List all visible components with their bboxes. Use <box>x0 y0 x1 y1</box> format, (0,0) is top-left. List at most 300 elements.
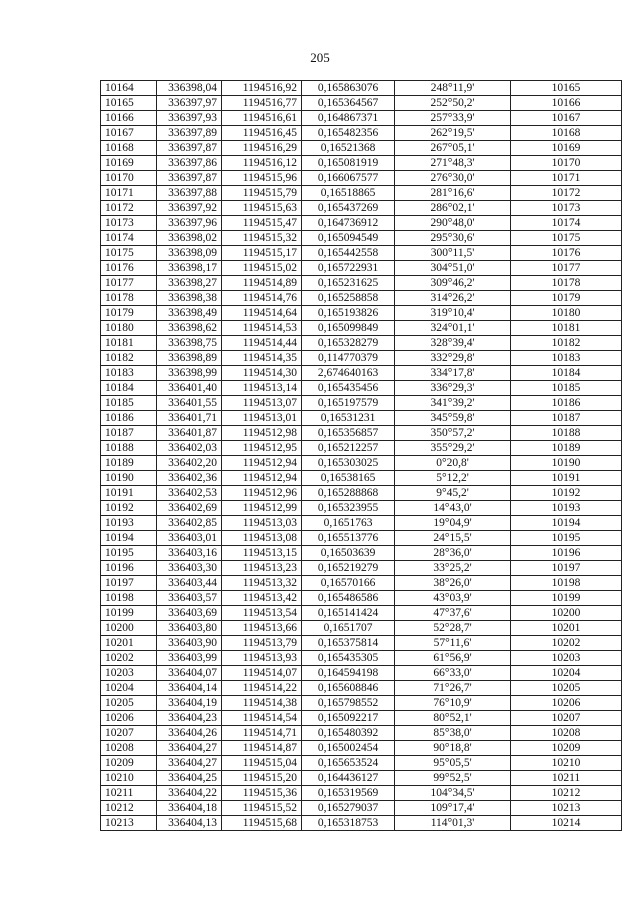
table-row <box>101 186 622 201</box>
y-coordinate-cell: 1194513,15 <box>222 546 302 561</box>
bearing-cell: 5°12,2' <box>395 471 511 486</box>
table-row <box>101 456 622 471</box>
table-row <box>101 606 622 621</box>
distance-cell: 0,165141424 <box>302 606 395 621</box>
table-row <box>101 216 622 231</box>
table-row <box>101 771 622 786</box>
point-from-cell: 10178 <box>101 291 157 306</box>
distance-cell: 0,165193826 <box>302 306 395 321</box>
x-coordinate-cell: 336404,27 <box>157 741 222 756</box>
distance-cell: 0,165442558 <box>302 246 395 261</box>
distance-cell: 0,165323955 <box>302 501 395 516</box>
point-from-cell: 10187 <box>101 426 157 441</box>
y-coordinate-cell: 1194515,96 <box>222 171 302 186</box>
y-coordinate-cell: 1194513,42 <box>222 591 302 606</box>
point-to-cell: 10213 <box>511 801 622 816</box>
x-coordinate-cell: 336398,49 <box>157 306 222 321</box>
table-row <box>101 636 622 651</box>
distance-cell: 0,165435456 <box>302 381 395 396</box>
bearing-cell: 324°01,1' <box>395 321 511 336</box>
y-coordinate-cell: 1194514,76 <box>222 291 302 306</box>
x-coordinate-cell: 336404,13 <box>157 816 222 831</box>
distance-cell: 0,164867371 <box>302 111 395 126</box>
distance-cell: 2,674640163 <box>302 366 395 381</box>
bearing-cell: 314°26,2' <box>395 291 511 306</box>
distance-cell: 0,164736912 <box>302 216 395 231</box>
point-from-cell: 10204 <box>101 681 157 696</box>
table-row <box>101 591 622 606</box>
point-from-cell: 10213 <box>101 816 157 831</box>
bearing-cell: 355°29,2' <box>395 441 511 456</box>
y-coordinate-cell: 1194515,17 <box>222 246 302 261</box>
table-row <box>101 756 622 771</box>
point-to-cell: 10211 <box>511 771 622 786</box>
point-from-cell: 10166 <box>101 111 157 126</box>
point-to-cell: 10182 <box>511 336 622 351</box>
point-to-cell: 10166 <box>511 96 622 111</box>
point-to-cell: 10192 <box>511 486 622 501</box>
point-to-cell: 10203 <box>511 651 622 666</box>
bearing-cell: 52°28,7' <box>395 621 511 636</box>
y-coordinate-cell: 1194513,54 <box>222 606 302 621</box>
point-from-cell: 10203 <box>101 666 157 681</box>
point-to-cell: 10165 <box>511 81 622 96</box>
point-from-cell: 10189 <box>101 456 157 471</box>
y-coordinate-cell: 1194514,35 <box>222 351 302 366</box>
table-row <box>101 291 622 306</box>
distance-cell: 0,165356857 <box>302 426 395 441</box>
table-row <box>101 156 622 171</box>
bearing-cell: 341°39,2' <box>395 396 511 411</box>
bearing-cell: 300°11,5' <box>395 246 511 261</box>
point-from-cell: 10194 <box>101 531 157 546</box>
distance-cell: 0,165375814 <box>302 636 395 651</box>
x-coordinate-cell: 336398,02 <box>157 231 222 246</box>
y-coordinate-cell: 1194514,87 <box>222 741 302 756</box>
point-to-cell: 10201 <box>511 621 622 636</box>
point-to-cell: 10173 <box>511 201 622 216</box>
table-row <box>101 321 622 336</box>
bearing-cell: 76°10,9' <box>395 696 511 711</box>
table-row <box>101 171 622 186</box>
y-coordinate-cell: 1194516,29 <box>222 141 302 156</box>
x-coordinate-cell: 336402,20 <box>157 456 222 471</box>
bearing-cell: 295°30,6' <box>395 231 511 246</box>
point-to-cell: 10169 <box>511 141 622 156</box>
table-row <box>101 696 622 711</box>
point-from-cell: 10191 <box>101 486 157 501</box>
distance-cell: 0,165318753 <box>302 816 395 831</box>
point-from-cell: 10164 <box>101 81 157 96</box>
distance-cell: 0,1651707 <box>302 621 395 636</box>
bearing-cell: 248°11,9' <box>395 81 511 96</box>
bearing-cell: 350°57,2' <box>395 426 511 441</box>
x-coordinate-cell: 336402,53 <box>157 486 222 501</box>
distance-cell: 0,165513776 <box>302 531 395 546</box>
distance-cell: 0,165798552 <box>302 696 395 711</box>
point-to-cell: 10212 <box>511 786 622 801</box>
x-coordinate-cell: 336402,03 <box>157 441 222 456</box>
table-row <box>101 126 622 141</box>
point-from-cell: 10174 <box>101 231 157 246</box>
point-from-cell: 10181 <box>101 336 157 351</box>
point-to-cell: 10208 <box>511 726 622 741</box>
y-coordinate-cell: 1194512,94 <box>222 471 302 486</box>
table-row <box>101 276 622 291</box>
bearing-cell: 332°29,8' <box>395 351 511 366</box>
point-from-cell: 10212 <box>101 801 157 816</box>
point-from-cell: 10172 <box>101 201 157 216</box>
x-coordinate-cell: 336397,97 <box>157 96 222 111</box>
y-coordinate-cell: 1194516,45 <box>222 126 302 141</box>
point-from-cell: 10190 <box>101 471 157 486</box>
x-coordinate-cell: 336401,40 <box>157 381 222 396</box>
table-row <box>101 786 622 801</box>
bearing-cell: 24°15,5' <box>395 531 511 546</box>
x-coordinate-cell: 336398,17 <box>157 261 222 276</box>
point-to-cell: 10194 <box>511 516 622 531</box>
x-coordinate-cell: 336397,96 <box>157 216 222 231</box>
point-to-cell: 10214 <box>511 816 622 831</box>
distance-cell: 0,16521368 <box>302 141 395 156</box>
distance-cell: 0,165863076 <box>302 81 395 96</box>
x-coordinate-cell: 336398,62 <box>157 321 222 336</box>
distance-cell: 0,165002454 <box>302 741 395 756</box>
distance-cell: 0,165303025 <box>302 456 395 471</box>
y-coordinate-cell: 1194516,77 <box>222 96 302 111</box>
point-to-cell: 10200 <box>511 606 622 621</box>
point-from-cell: 10180 <box>101 321 157 336</box>
table-row <box>101 471 622 486</box>
table-row <box>101 306 622 321</box>
bearing-cell: 14°43,0' <box>395 501 511 516</box>
y-coordinate-cell: 1194513,23 <box>222 561 302 576</box>
table-row <box>101 441 622 456</box>
distance-cell: 0,165081919 <box>302 156 395 171</box>
point-to-cell: 10167 <box>511 111 622 126</box>
bearing-cell: 271°48,3' <box>395 156 511 171</box>
distance-cell: 0,165608846 <box>302 681 395 696</box>
point-to-cell: 10190 <box>511 456 622 471</box>
table-row <box>101 96 622 111</box>
table-row <box>101 231 622 246</box>
y-coordinate-cell: 1194513,66 <box>222 621 302 636</box>
y-coordinate-cell: 1194512,94 <box>222 456 302 471</box>
table-row <box>101 801 622 816</box>
y-coordinate-cell: 1194514,89 <box>222 276 302 291</box>
x-coordinate-cell: 336403,16 <box>157 546 222 561</box>
table-row <box>101 396 622 411</box>
point-from-cell: 10209 <box>101 756 157 771</box>
distance-cell: 0,165437269 <box>302 201 395 216</box>
x-coordinate-cell: 336403,01 <box>157 531 222 546</box>
point-to-cell: 10178 <box>511 276 622 291</box>
point-from-cell: 10201 <box>101 636 157 651</box>
point-to-cell: 10206 <box>511 696 622 711</box>
y-coordinate-cell: 1194516,92 <box>222 81 302 96</box>
point-from-cell: 10179 <box>101 306 157 321</box>
y-coordinate-cell: 1194516,61 <box>222 111 302 126</box>
bearing-cell: 33°25,2' <box>395 561 511 576</box>
point-from-cell: 10186 <box>101 411 157 426</box>
point-from-cell: 10183 <box>101 366 157 381</box>
distance-cell: 0,16503639 <box>302 546 395 561</box>
y-coordinate-cell: 1194513,32 <box>222 576 302 591</box>
bearing-cell: 85°38,0' <box>395 726 511 741</box>
y-coordinate-cell: 1194512,98 <box>222 426 302 441</box>
point-to-cell: 10199 <box>511 591 622 606</box>
point-from-cell: 10205 <box>101 696 157 711</box>
bearing-cell: 43°03,9' <box>395 591 511 606</box>
x-coordinate-cell: 336397,93 <box>157 111 222 126</box>
bearing-cell: 267°05,1' <box>395 141 511 156</box>
y-coordinate-cell: 1194513,03 <box>222 516 302 531</box>
x-coordinate-cell: 336397,86 <box>157 156 222 171</box>
x-coordinate-cell: 336398,04 <box>157 81 222 96</box>
table-row <box>101 111 622 126</box>
y-coordinate-cell: 1194515,79 <box>222 186 302 201</box>
y-coordinate-cell: 1194513,01 <box>222 411 302 426</box>
point-from-cell: 10197 <box>101 576 157 591</box>
point-to-cell: 10209 <box>511 741 622 756</box>
y-coordinate-cell: 1194512,99 <box>222 501 302 516</box>
table-row <box>101 486 622 501</box>
point-from-cell: 10210 <box>101 771 157 786</box>
x-coordinate-cell: 336401,71 <box>157 411 222 426</box>
bearing-cell: 304°51,0' <box>395 261 511 276</box>
bearing-cell: 19°04,9' <box>395 516 511 531</box>
point-from-cell: 10207 <box>101 726 157 741</box>
table-row <box>101 741 622 756</box>
y-coordinate-cell: 1194515,32 <box>222 231 302 246</box>
x-coordinate-cell: 336401,55 <box>157 396 222 411</box>
x-coordinate-cell: 336404,26 <box>157 726 222 741</box>
point-to-cell: 10191 <box>511 471 622 486</box>
x-coordinate-cell: 336401,87 <box>157 426 222 441</box>
x-coordinate-cell: 336397,87 <box>157 141 222 156</box>
y-coordinate-cell: 1194515,68 <box>222 816 302 831</box>
distance-cell: 0,164594198 <box>302 666 395 681</box>
point-from-cell: 10173 <box>101 216 157 231</box>
table-row <box>101 546 622 561</box>
point-from-cell: 10176 <box>101 261 157 276</box>
y-coordinate-cell: 1194513,08 <box>222 531 302 546</box>
distance-cell: 0,165319569 <box>302 786 395 801</box>
distance-cell: 0,165219279 <box>302 561 395 576</box>
table-row <box>101 651 622 666</box>
distance-cell: 0,16531231 <box>302 411 395 426</box>
distance-cell: 0,165197579 <box>302 396 395 411</box>
x-coordinate-cell: 336397,89 <box>157 126 222 141</box>
distance-cell: 0,165364567 <box>302 96 395 111</box>
bearing-cell: 95°05,5' <box>395 756 511 771</box>
distance-cell: 0,165653524 <box>302 756 395 771</box>
point-from-cell: 10165 <box>101 96 157 111</box>
distance-cell: 0,165094549 <box>302 231 395 246</box>
point-from-cell: 10171 <box>101 186 157 201</box>
y-coordinate-cell: 1194514,71 <box>222 726 302 741</box>
x-coordinate-cell: 336404,19 <box>157 696 222 711</box>
bearing-cell: 328°39,4' <box>395 336 511 351</box>
x-coordinate-cell: 336398,99 <box>157 366 222 381</box>
table-row <box>101 501 622 516</box>
distance-cell: 0,165231625 <box>302 276 395 291</box>
x-coordinate-cell: 336402,69 <box>157 501 222 516</box>
point-from-cell: 10202 <box>101 651 157 666</box>
y-coordinate-cell: 1194512,95 <box>222 441 302 456</box>
point-from-cell: 10188 <box>101 441 157 456</box>
point-from-cell: 10198 <box>101 591 157 606</box>
y-coordinate-cell: 1194516,12 <box>222 156 302 171</box>
point-to-cell: 10168 <box>511 126 622 141</box>
point-to-cell: 10197 <box>511 561 622 576</box>
bearing-cell: 57°11,6' <box>395 636 511 651</box>
x-coordinate-cell: 336398,38 <box>157 291 222 306</box>
coordinates-table <box>100 80 622 831</box>
point-to-cell: 10210 <box>511 756 622 771</box>
distance-cell: 0,165258858 <box>302 291 395 306</box>
point-from-cell: 10208 <box>101 741 157 756</box>
table-row <box>101 246 622 261</box>
point-to-cell: 10183 <box>511 351 622 366</box>
y-coordinate-cell: 1194512,96 <box>222 486 302 501</box>
y-coordinate-cell: 1194515,04 <box>222 756 302 771</box>
y-coordinate-cell: 1194514,22 <box>222 681 302 696</box>
page-number: 205 <box>310 50 330 65</box>
x-coordinate-cell: 336404,18 <box>157 801 222 816</box>
point-to-cell: 10198 <box>511 576 622 591</box>
distance-cell: 0,16518865 <box>302 186 395 201</box>
point-to-cell: 10189 <box>511 441 622 456</box>
bearing-cell: 28°36,0' <box>395 546 511 561</box>
distance-cell: 0,165480392 <box>302 726 395 741</box>
point-to-cell: 10204 <box>511 666 622 681</box>
bearing-cell: 309°46,2' <box>395 276 511 291</box>
point-to-cell: 10175 <box>511 231 622 246</box>
table-row <box>101 141 622 156</box>
y-coordinate-cell: 1194514,38 <box>222 696 302 711</box>
distance-cell: 0,114770379 <box>302 351 395 366</box>
bearing-cell: 80°52,1' <box>395 711 511 726</box>
bearing-cell: 38°26,0' <box>395 576 511 591</box>
table-row <box>101 531 622 546</box>
table-row <box>101 351 622 366</box>
table-row <box>101 726 622 741</box>
distance-cell: 0,165279037 <box>302 801 395 816</box>
bearing-cell: 276°30,0' <box>395 171 511 186</box>
x-coordinate-cell: 336403,80 <box>157 621 222 636</box>
bearing-cell: 319°10,4' <box>395 306 511 321</box>
x-coordinate-cell: 336398,89 <box>157 351 222 366</box>
point-from-cell: 10184 <box>101 381 157 396</box>
distance-cell: 0,165212257 <box>302 441 395 456</box>
y-coordinate-cell: 1194515,02 <box>222 261 302 276</box>
y-coordinate-cell: 1194513,07 <box>222 396 302 411</box>
distance-cell: 0,1651763 <box>302 516 395 531</box>
bearing-cell: 71°26,7' <box>395 681 511 696</box>
bearing-cell: 281°16,6' <box>395 186 511 201</box>
y-coordinate-cell: 1194513,14 <box>222 381 302 396</box>
point-from-cell: 10200 <box>101 621 157 636</box>
x-coordinate-cell: 336404,22 <box>157 786 222 801</box>
y-coordinate-cell: 1194514,53 <box>222 321 302 336</box>
point-from-cell: 10195 <box>101 546 157 561</box>
y-coordinate-cell: 1194514,54 <box>222 711 302 726</box>
point-to-cell: 10205 <box>511 681 622 696</box>
y-coordinate-cell: 1194515,52 <box>222 801 302 816</box>
point-to-cell: 10171 <box>511 171 622 186</box>
bearing-cell: 61°56,9' <box>395 651 511 666</box>
y-coordinate-cell: 1194515,63 <box>222 201 302 216</box>
table-row <box>101 411 622 426</box>
point-to-cell: 10188 <box>511 426 622 441</box>
x-coordinate-cell: 336397,88 <box>157 186 222 201</box>
point-to-cell: 10186 <box>511 396 622 411</box>
bearing-cell: 9°45,2' <box>395 486 511 501</box>
table-row <box>101 381 622 396</box>
point-to-cell: 10170 <box>511 156 622 171</box>
table-row <box>101 621 622 636</box>
bearing-cell: 90°18,8' <box>395 741 511 756</box>
x-coordinate-cell: 336398,09 <box>157 246 222 261</box>
table-row <box>101 711 622 726</box>
table-row <box>101 426 622 441</box>
table-row <box>101 666 622 681</box>
table-row <box>101 576 622 591</box>
distance-cell: 0,165288868 <box>302 486 395 501</box>
point-to-cell: 10172 <box>511 186 622 201</box>
x-coordinate-cell: 336403,30 <box>157 561 222 576</box>
table-row <box>101 366 622 381</box>
distance-cell: 0,165722931 <box>302 261 395 276</box>
point-from-cell: 10196 <box>101 561 157 576</box>
table-row <box>101 261 622 276</box>
point-to-cell: 10184 <box>511 366 622 381</box>
x-coordinate-cell: 336404,25 <box>157 771 222 786</box>
x-coordinate-cell: 336402,36 <box>157 471 222 486</box>
bearing-cell: 109°17,4' <box>395 801 511 816</box>
x-coordinate-cell: 336403,90 <box>157 636 222 651</box>
point-to-cell: 10207 <box>511 711 622 726</box>
distance-cell: 0,165099849 <box>302 321 395 336</box>
y-coordinate-cell: 1194514,07 <box>222 666 302 681</box>
x-coordinate-cell: 336397,92 <box>157 201 222 216</box>
bearing-cell: 286°02,1' <box>395 201 511 216</box>
x-coordinate-cell: 336403,57 <box>157 591 222 606</box>
bearing-cell: 66°33,0' <box>395 666 511 681</box>
point-to-cell: 10185 <box>511 381 622 396</box>
y-coordinate-cell: 1194514,44 <box>222 336 302 351</box>
point-from-cell: 10169 <box>101 156 157 171</box>
point-to-cell: 10180 <box>511 306 622 321</box>
table-row <box>101 81 622 96</box>
point-from-cell: 10167 <box>101 126 157 141</box>
x-coordinate-cell: 336404,27 <box>157 756 222 771</box>
point-to-cell: 10176 <box>511 246 622 261</box>
distance-cell: 0,165486586 <box>302 591 395 606</box>
point-from-cell: 10192 <box>101 501 157 516</box>
point-from-cell: 10211 <box>101 786 157 801</box>
point-to-cell: 10193 <box>511 501 622 516</box>
point-to-cell: 10196 <box>511 546 622 561</box>
point-to-cell: 10187 <box>511 411 622 426</box>
x-coordinate-cell: 336398,27 <box>157 276 222 291</box>
point-to-cell: 10202 <box>511 636 622 651</box>
point-to-cell: 10195 <box>511 531 622 546</box>
x-coordinate-cell: 336404,14 <box>157 681 222 696</box>
bearing-cell: 290°48,0' <box>395 216 511 231</box>
x-coordinate-cell: 336404,23 <box>157 711 222 726</box>
